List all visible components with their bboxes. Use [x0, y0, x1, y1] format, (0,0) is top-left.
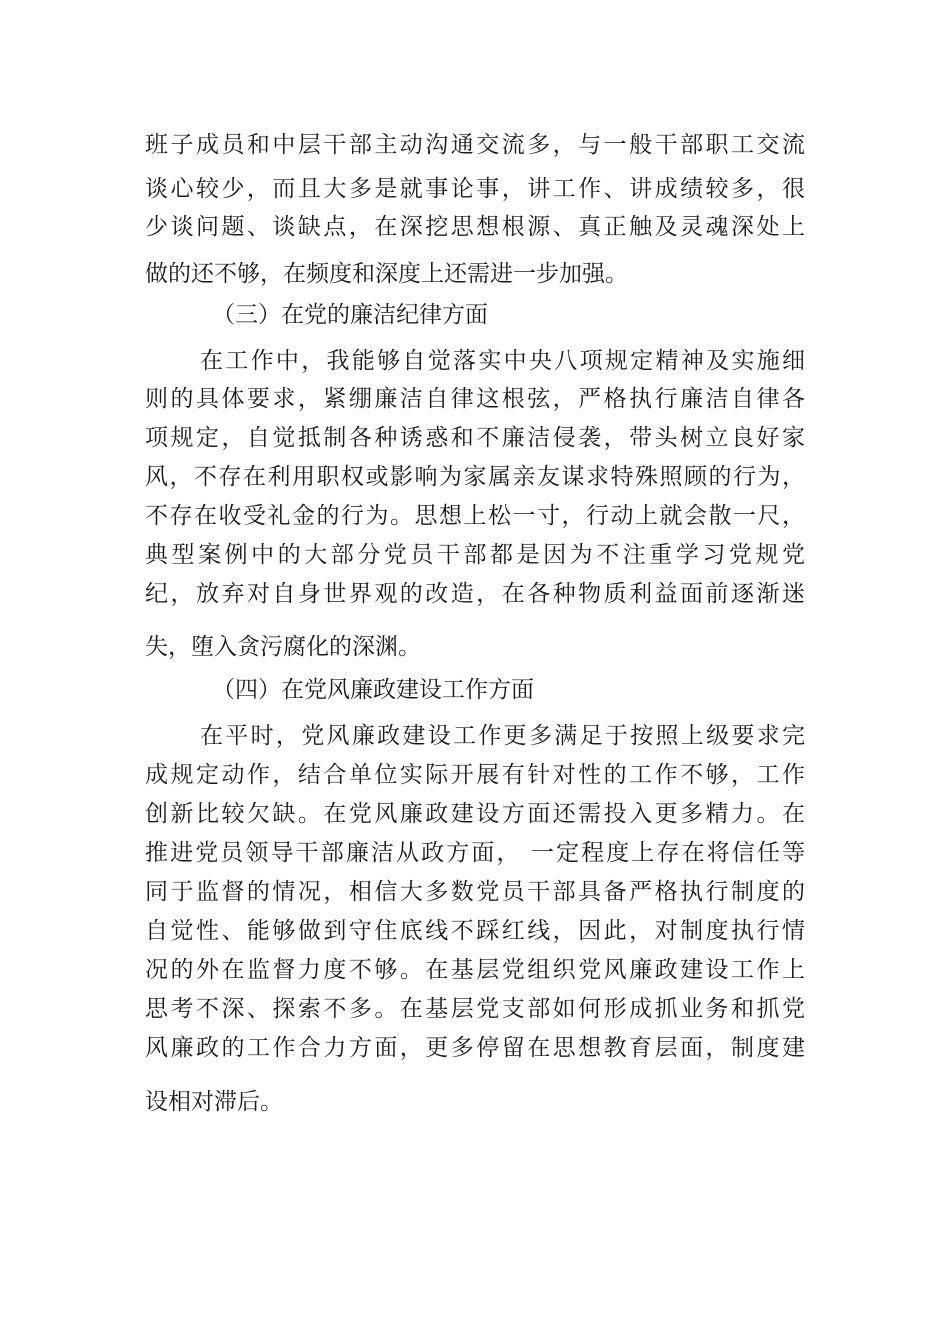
paragraph-line: 在平时，党风廉政建设工作更多满足于按照上级要求完 [200, 723, 805, 749]
paragraph-line: 风，不存在利用职权或影响为家属亲友谋求特殊照顾的行为， [145, 464, 805, 490]
paragraph-line: 不存在收受礼金的行为。思想上松一寸，行动上就会散一尺， [145, 503, 805, 529]
paragraph-line: 谈心较少，而且大多是就事论事，讲工作、讲成绩较多，很 [145, 176, 805, 202]
paragraph-line: 在工作中，我能够自觉落实中央八项规定精神及实施细 [200, 348, 805, 374]
paragraph-line: 成规定动作，结合单位实际开展有针对性的工作不够，工作 [145, 762, 805, 788]
paragraph-line: 纪，放弃对自身世界观的改造，在各种物质利益面前逐渐迷 [145, 581, 805, 607]
paragraph-line: 少谈问题、谈缺点，在深挖思想根源、真正触及灵魂深处上 [145, 214, 805, 240]
paragraph-line: 设相对滞后。 [145, 1089, 283, 1115]
paragraph-line: 则的具体要求，紧绷廉洁自律这根弦，严格执行廉洁自律各 [145, 386, 805, 412]
paragraph-line: 风廉政的工作合力方面，更多停留在思想教育层面，制度建 [145, 1035, 805, 1061]
paragraph-line: 自觉性、能够做到守住底线不踩红线，因此，对制度执行情 [145, 918, 805, 944]
section-heading: （四）在党风廉政建设工作方面 [212, 677, 534, 703]
paragraph-line: 班子成员和中层干部主动沟通交流多，与一般干部职工交流 [145, 132, 805, 158]
paragraph-line: 项规定，自觉抵制各种诱惑和不廉洁侵袭，带头树立良好家 [145, 425, 805, 451]
paragraph-line: 失，堕入贪污腐化的深渊。 [145, 634, 421, 660]
paragraph-line: 做的还不够，在频度和深度上还需进一步加强。 [145, 261, 628, 287]
section-heading: （三）在党的廉洁纪律方面 [212, 302, 488, 328]
paragraph-line: 创新比较欠缺。在党风廉政建设方面还需投入更多精力。在 [145, 801, 805, 827]
paragraph-line: 况的外在监督力度不够。在基层党组织党风廉政建设工作上 [145, 957, 805, 983]
paragraph-line: 思考不深、探索不多。在基层党支部如何形成抓业务和抓党 [145, 996, 805, 1022]
paragraph-line: 典型案例中的大部分党员干部都是因为不注重学习党规党 [145, 542, 805, 568]
paragraph-line: 推进党员领导干部廉洁从政方面， 一定程度上存在将信任等 [145, 840, 805, 866]
paragraph-line: 同于监督的情况，相信大多数党员干部具备严格执行制度的 [145, 879, 805, 905]
